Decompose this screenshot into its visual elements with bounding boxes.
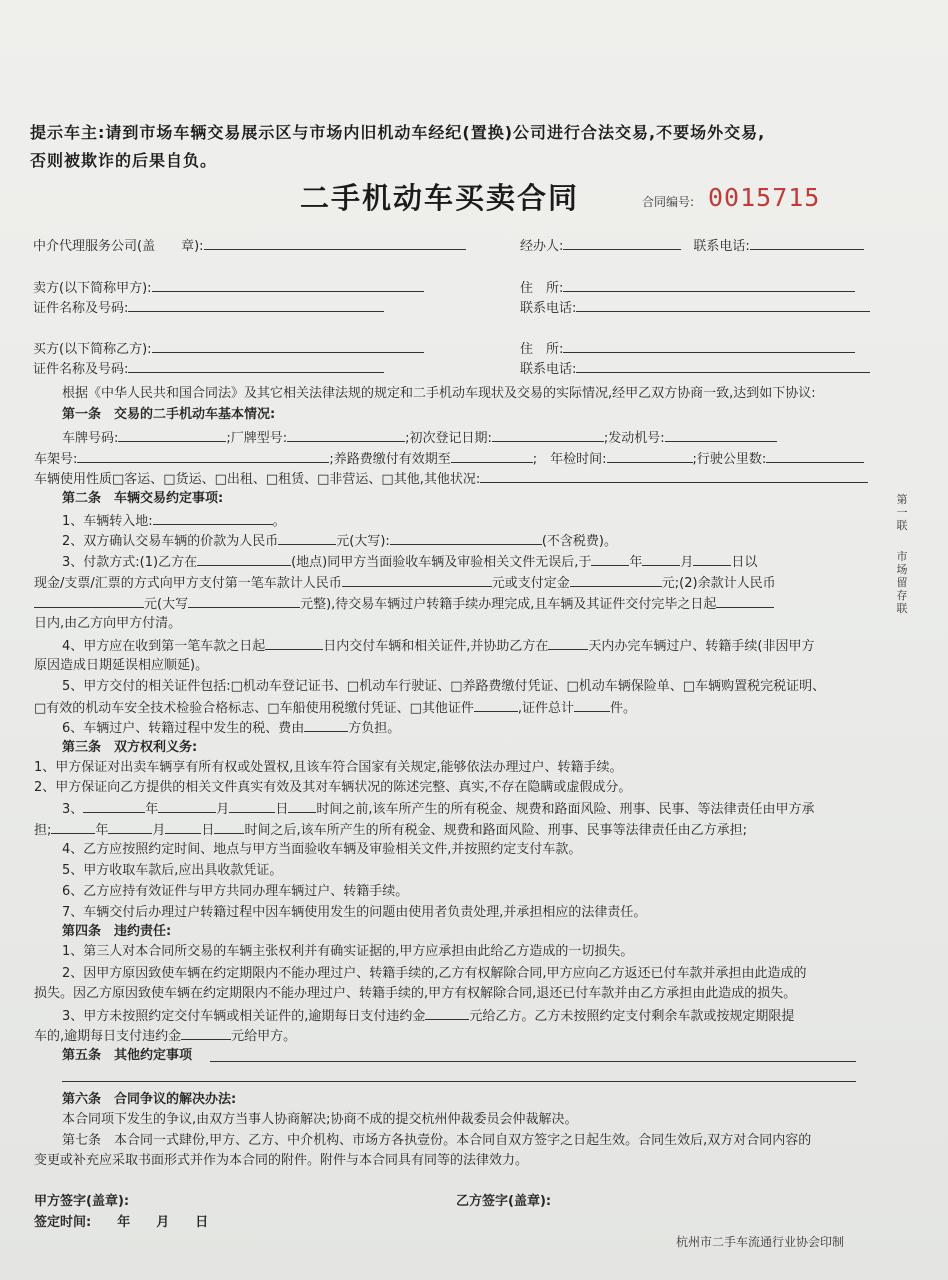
documents-total-label: ,证件总计 <box>517 701 574 716</box>
printer-credit: 杭州市二手车流通行业协会印制 <box>676 1235 845 1249</box>
buyer-field[interactable] <box>152 340 424 353</box>
delivery-days-label: 4、甲方应在收到第一笔车款之日起 <box>62 639 266 654</box>
engine-field[interactable] <box>665 429 777 442</box>
article-2-item-4b: 原因造成日期延误相应顺延)。 <box>34 658 209 673</box>
side-char: 留 <box>896 576 908 589</box>
article-6-text: 本合同项下发生的争议,由双方当事人协商解决;协商不成的提交杭州仲裁委员会仲裁解决。 <box>62 1112 578 1127</box>
fees-text: 方负担。 <box>348 721 401 736</box>
seller-id-field[interactable] <box>128 299 384 312</box>
agency-label: 中介代理服务公司(盖 章): <box>33 239 204 254</box>
reg-date-field[interactable] <box>492 429 604 442</box>
seller-address-row <box>520 279 855 297</box>
agency-row <box>33 237 466 255</box>
party-a-signature-label: 甲方签字(盖章): <box>34 1194 130 1209</box>
payment-year-field[interactable] <box>591 553 629 566</box>
article-2-title: 第二条 车辆交易约定事项: <box>62 491 224 506</box>
price-note: (不含税费)。 <box>541 534 617 549</box>
balance-field[interactable] <box>34 595 144 608</box>
seller-label: 卖方(以下简称甲方): <box>33 281 152 296</box>
liability-b-day-field[interactable] <box>165 821 201 834</box>
article-2-item-2 <box>62 532 617 550</box>
liability-a-day-field[interactable] <box>229 800 275 813</box>
side-char: 存 <box>896 589 908 602</box>
other-documents-field[interactable] <box>474 699 518 712</box>
fees-label: 6、车辆过户、转籍过程中发生的税、费由 <box>62 721 305 736</box>
balance-words-label: 元(大写 <box>144 597 189 612</box>
frame-label: 车架号: <box>34 452 78 467</box>
liability-b-month-field[interactable] <box>108 821 152 834</box>
article-2-item-3d: 日内,由乙方向甲方付清。 <box>34 616 182 631</box>
article-3-title: 第三条 双方权利义务: <box>62 740 198 755</box>
article-3-item-1: 1、甲方保证对出卖车辆享有所有权或处置权,且该车符合国家有关规定,能够依法办理过户、转籍手续。 <box>34 760 623 775</box>
seller-id-row <box>33 299 384 317</box>
seller-row <box>33 279 424 297</box>
article-1-row-1 <box>62 429 777 447</box>
payment-year-label: 年 <box>629 555 643 570</box>
article-3-item-7: 7、车辆交付后办理过户转籍过程中因车辆使用发生的问题由使用者负责处理,并承担相应的法律责任。 <box>62 905 647 920</box>
article-3-item-5: 5、甲方收取车款后,应出具收款凭证。 <box>62 863 283 878</box>
buyer-contact-row <box>520 360 870 378</box>
article-1-title: 第一条 交易的二手机动车基本情况: <box>62 407 276 422</box>
model-label: ;厂牌型号: <box>226 431 288 446</box>
documents-total-field[interactable] <box>574 699 610 712</box>
seller-address-label: 住 所: <box>520 281 564 296</box>
article-4-item-3b <box>34 1027 296 1045</box>
buyer-address-label: 住 所: <box>520 342 564 357</box>
article-2-item-3a <box>62 553 757 571</box>
article-2-item-1: 1、车辆转入地: 。 <box>62 514 286 529</box>
article-2-item-3c <box>34 595 774 613</box>
buyer-penalty-unit: 元给甲方。 <box>231 1029 297 1044</box>
seller-id-label: 证件名称及号码: <box>33 301 129 316</box>
payment-day-label: 日以 <box>731 555 758 570</box>
seller-field[interactable] <box>152 279 424 292</box>
article-2-item-6 <box>62 719 400 737</box>
deposit-label: 元或支付定金 <box>491 576 570 591</box>
sign-time-label: 签定时间: 年 月 日 <box>34 1215 209 1230</box>
other-terms-line-1[interactable] <box>210 1061 856 1062</box>
side-char: 联 <box>896 519 908 532</box>
liability-b-text: 时间之后,该车所产生的所有税金、规费和路面风险、刑事、民事等法律责任由乙方承担; <box>244 823 747 838</box>
article-3-item-6: 6、乙方应持有效证件与甲方共同办理车辆过户、转籍手续。 <box>62 884 409 899</box>
usage-other-field[interactable] <box>480 470 868 483</box>
side-char: 市 <box>896 550 908 563</box>
contract-title: 二手机动车买卖合同 <box>300 181 580 215</box>
liability-b-prefix: 担; <box>34 823 52 838</box>
notice-line-2: 否则被欺诈的后果自负。 <box>30 151 218 170</box>
handler-label: 经办人: <box>520 239 564 254</box>
other-terms-line-2[interactable] <box>62 1081 856 1082</box>
article-7-line-1: 第七条 本合同一式肆份,甲方、乙方、中介机构、市场方各执壹份。本合同自双方签字之日起生效。合同生效后,双方对合同内容的 <box>62 1133 812 1148</box>
contract-number-label: 合同编号: <box>642 195 695 209</box>
liability-b-year-field[interactable] <box>51 821 95 834</box>
buyer-contact-field[interactable] <box>576 360 870 373</box>
toll-label: ;养路费缴付有效期至 <box>329 452 451 467</box>
liability-b-month-label: 月 <box>152 823 166 838</box>
plate-label: 车牌号码: <box>62 431 119 446</box>
article-1-row-2 <box>34 450 864 468</box>
party-b-signature-label: 乙方签字(盖章): <box>456 1194 552 1209</box>
buyer-penalty-field[interactable] <box>181 1027 231 1040</box>
article-2-item-3b <box>34 574 776 592</box>
usage-label: 车辆使用性质□客运、□货运、□出租、□租赁、□非营运、□其他,其他状况: <box>34 472 481 487</box>
buyer-id-row <box>33 360 384 378</box>
handler-field[interactable] <box>563 237 681 250</box>
agency-field[interactable] <box>204 237 466 250</box>
mileage-label: ;行驶公里数: <box>692 452 767 467</box>
inspect-label: ; 年检时间: <box>532 452 607 467</box>
buyer-row <box>33 340 424 358</box>
payment-label: 3、付款方式:(1)乙方在 <box>62 555 198 570</box>
buyer-address-field[interactable] <box>563 340 855 353</box>
plate-field[interactable] <box>118 429 226 442</box>
article-3-item-3a <box>62 800 814 818</box>
article-4-item-2b: 损失。因乙方原因致使车辆在约定期限内不能办理过户、转籍手续的,甲方有权解除合同,退还已付车款并由乙方承担由此造成的损失。 <box>34 986 797 1001</box>
payment-place-field[interactable] <box>197 553 291 566</box>
liability-a-text: 时间之前,该车所产生的所有税金、规费和路面风险、刑事、民事、等法律责任由甲方承 <box>316 802 815 817</box>
liability-b-day-label: 日 <box>201 823 215 838</box>
toll-field[interactable] <box>451 450 533 463</box>
buyer-id-field[interactable] <box>128 360 384 373</box>
seller-contact-row <box>520 299 870 317</box>
frame-field[interactable] <box>77 450 329 463</box>
payment-day-field[interactable] <box>693 553 731 566</box>
price-words-field[interactable] <box>390 532 542 545</box>
transfer-destination-label: 1、车辆转入地: <box>62 514 153 529</box>
notice-line-1: 提示车主:请到市场车辆交易展示区与市场内旧机动车经纪(置换)公司进行合法交易,不要场外交易, <box>30 123 766 142</box>
seller-penalty-label: 3、甲方未按照约定交付车辆或相关证件的,逾期每日支付违约金 <box>62 1009 426 1024</box>
delivery-days-field[interactable] <box>265 637 323 650</box>
first-payment-field[interactable] <box>342 574 492 587</box>
article-4-item-1: 1、第三人对本合同所交易的车辆主张权利并有确实证据的,甲方应承担由此给乙方造成的一切损失。 <box>62 944 634 959</box>
article-4-title: 第四条 违约责任: <box>62 924 172 939</box>
side-char: 一 <box>896 506 908 519</box>
liability-a-year-label: 年 <box>145 802 159 817</box>
buyer-penalty-text: 元给乙方。乙方未按照约定支付剩余车款或按规定期限提 <box>469 1009 795 1024</box>
documents-unit: 件。 <box>610 701 637 716</box>
liability-a-month-field[interactable] <box>158 800 216 813</box>
seller-contact-label: 联系电话: <box>520 301 577 316</box>
buyer-address-row <box>520 340 855 358</box>
seller-contact-field[interactable] <box>576 299 870 312</box>
side-char: 第 <box>896 493 908 506</box>
article-2-item-4a <box>62 637 815 655</box>
article-3-item-3b <box>34 821 747 839</box>
balance-days-field[interactable] <box>716 595 774 608</box>
price-label: 2、双方确认交易车辆的价款为人民币 <box>62 534 279 549</box>
agency-phone-field[interactable] <box>750 237 864 250</box>
preamble: 根据《中华人民共和国合同法》及其它相关法律法规的规定和二手机动车现状及交易的实际情况,经甲乙双方协商一致,达到如下协议: <box>62 386 816 401</box>
transfer-days-field[interactable] <box>548 637 588 650</box>
model-field[interactable] <box>287 429 405 442</box>
liability-a-hour-field[interactable] <box>288 800 316 813</box>
seller-penalty-field[interactable] <box>425 1007 469 1020</box>
buyer-penalty-label: 车的,逾期每日支付违约金 <box>34 1029 182 1044</box>
buyer-id-label: 证件名称及号码: <box>33 362 129 377</box>
article-7-line-2: 变更或补充应采取书面形式并作为本合同的附件。附件与本合同具有同等的法律效力。 <box>34 1153 529 1168</box>
article-1-row-3 <box>34 470 868 488</box>
price-field[interactable] <box>278 532 336 545</box>
liability-b-hour-field[interactable] <box>214 821 244 834</box>
payment-month-label: 月 <box>680 555 694 570</box>
buyer-contact-label: 联系电话: <box>520 362 577 377</box>
balance-words-field[interactable] <box>188 595 300 608</box>
liability-index: 3、 <box>62 802 84 817</box>
transfer-days-text: 天内办完车辆过户、转籍手续(非因甲方 <box>588 639 815 654</box>
buyer-label: 买方(以下简称乙方): <box>33 342 152 357</box>
article-2-item-5b <box>34 699 636 717</box>
inspect-field[interactable] <box>607 450 693 463</box>
liability-b-year-label: 年 <box>95 823 109 838</box>
side-char: 联 <box>896 602 908 615</box>
article-4-item-2a: 2、因甲方原因致使车辆在约定期限内不能办理过户、转籍手续的,乙方有权解除合同,甲方应向乙方返还已付车款并承担由此造成的 <box>62 966 807 981</box>
side-char: 场 <box>896 563 908 576</box>
documents-text: □有效的机动车安全技术检验合格标志、□车船使用税缴付凭证、□其他证件 <box>34 701 474 716</box>
transfer-destination-field[interactable] <box>153 512 273 525</box>
copy-side-label <box>893 493 911 615</box>
mileage-field[interactable] <box>766 450 864 463</box>
balance-label: 元;(2)余款计人民币 <box>661 576 776 591</box>
first-payment-label: 现金/支票/汇票的方式向甲方支付第一笔车款计人民币 <box>34 576 342 591</box>
payment-month-field[interactable] <box>642 553 680 566</box>
liability-a-month-label: 月 <box>216 802 230 817</box>
price-words-label: 元(大写): <box>336 534 390 549</box>
agency-phone-label: 联系电话: <box>693 239 750 254</box>
transfer-days-label: 日内交付车辆和相关证件,并协助乙方在 <box>323 639 549 654</box>
liability-a-day-label: 日 <box>275 802 289 817</box>
article-5-title: 第五条 其他约定事项 <box>62 1048 193 1063</box>
balance-terms: 元整),待交易车辆过户转籍手续办理完成,且车辆及其证件交付完毕之日起 <box>300 597 717 612</box>
payment-text: (地点)同甲方当面验收车辆及审验相关文件无误后,于 <box>291 555 592 570</box>
article-6-title: 第六条 合同争议的解决办法: <box>62 1092 237 1107</box>
liability-a-year-field[interactable] <box>83 800 145 813</box>
seller-address-field[interactable] <box>563 279 855 292</box>
article-3-item-4: 4、乙方应按照约定时间、地点与甲方当面验收车辆及审验相关文件,并按照约定支付车款。 <box>62 842 582 857</box>
reg-date-label: ;初次登记日期: <box>405 431 492 446</box>
contract-number: 0015715 <box>708 183 821 212</box>
handler-row <box>520 237 864 255</box>
article-3-item-2: 2、甲方保证向乙方提供的相关文件真实有效及其对车辆状况的陈述完整、真实,不存在隐瞒或虚假成分。 <box>34 780 632 795</box>
article-4-item-3a <box>62 1007 794 1025</box>
engine-label: ;发动机号: <box>603 431 665 446</box>
article-2-item-5a: 5、甲方交付的相关证件包括:□机动车登记证书、□机动车行驶证、□养路费缴付凭证、□机动车辆保险单、□车辆购置税完税证明、 <box>62 679 826 694</box>
fees-party-field[interactable] <box>304 719 348 732</box>
deposit-field[interactable] <box>570 574 662 587</box>
